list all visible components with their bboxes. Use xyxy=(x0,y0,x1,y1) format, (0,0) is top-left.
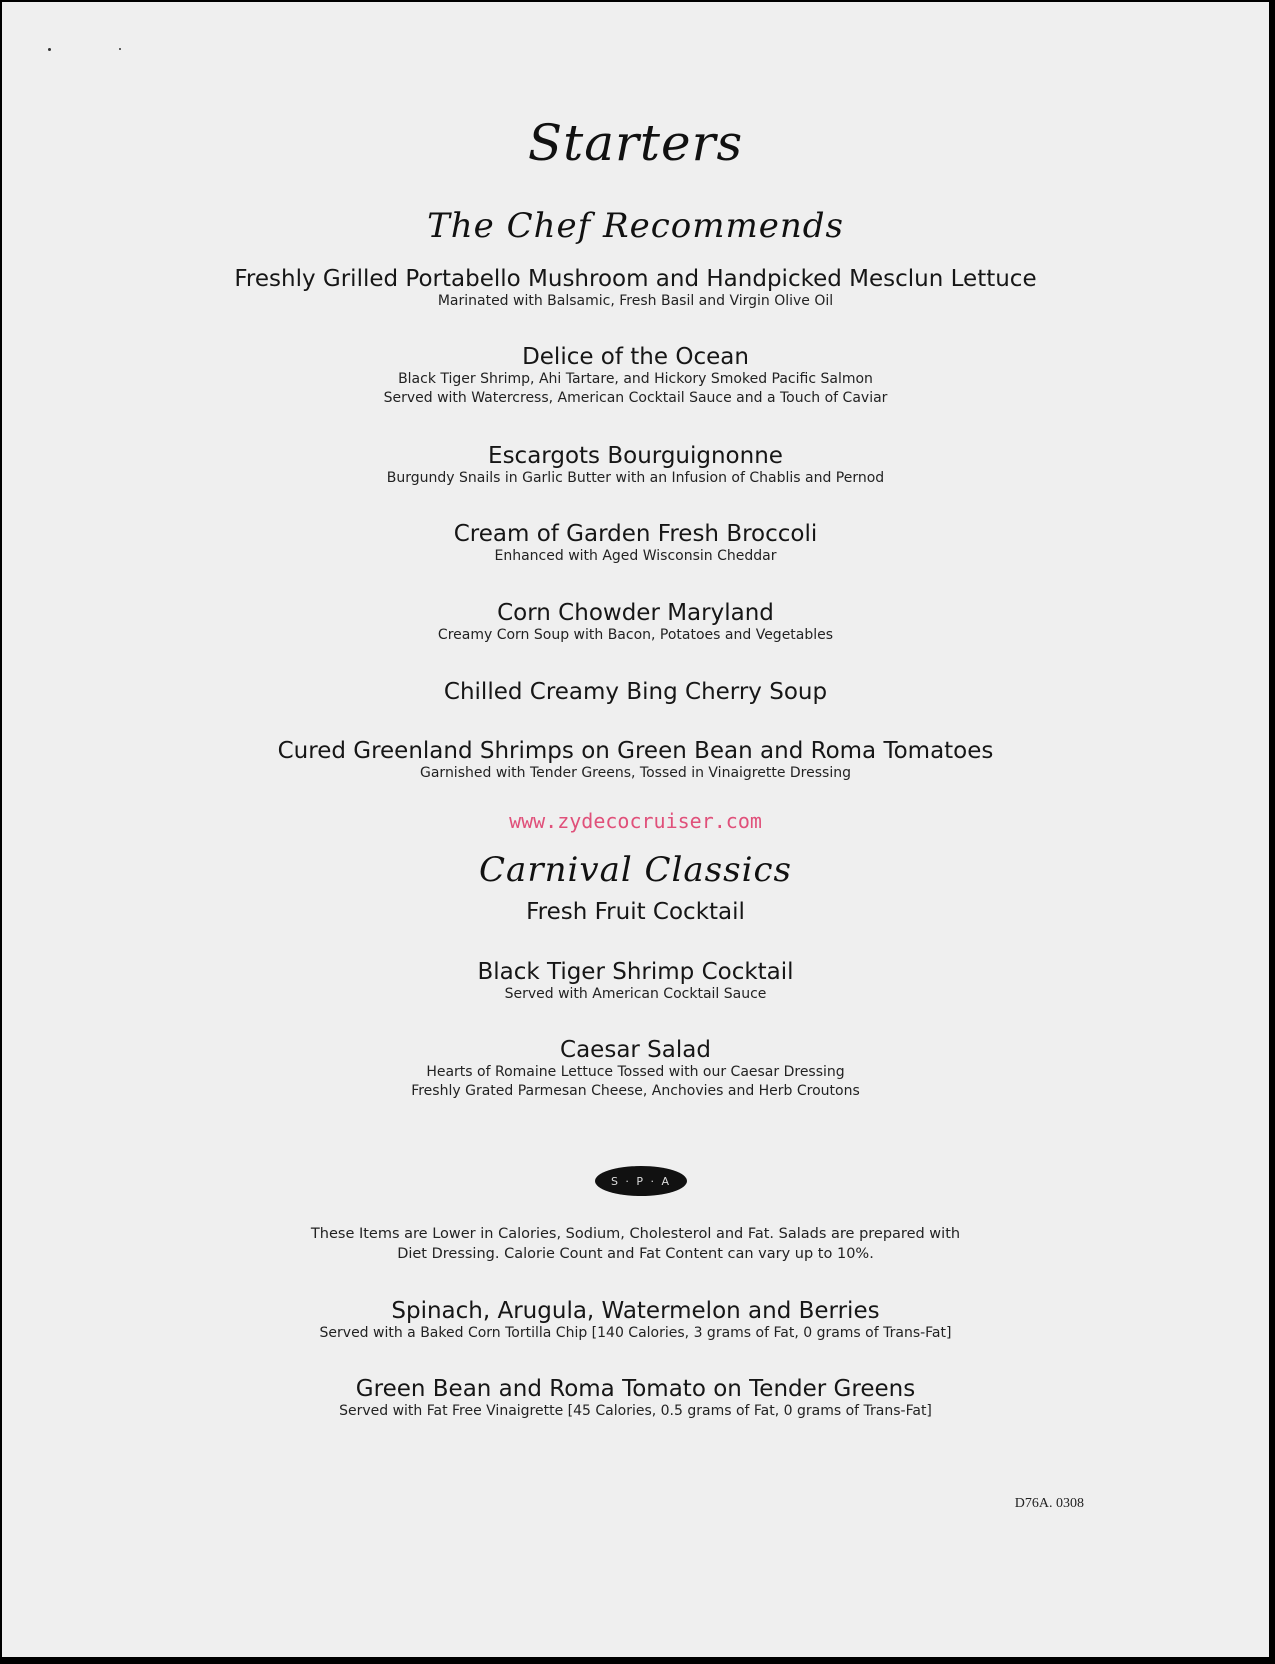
item-name: Delice of the Ocean xyxy=(522,344,749,370)
item-description: Enhanced with Aged Wisconsin Cheddar xyxy=(494,548,777,564)
menu-item xyxy=(2,1298,1269,1343)
scan-speck xyxy=(119,48,121,50)
spa-note xyxy=(2,1224,1269,1264)
item-description: Served with American Cocktail Sauce xyxy=(504,986,767,1002)
item-name: Caesar Salad xyxy=(560,1037,711,1063)
item-description: Marinated with Balsamic, Fresh Basil and Virgin Olive Oil xyxy=(437,293,834,309)
scan-speck xyxy=(48,48,51,51)
spa-note-line: Diet Dressing. Calorie Count and Fat Content can vary up to 10%. xyxy=(397,1246,874,1262)
spa-logo xyxy=(595,1166,687,1196)
item-description: Garnished with Tender Greens, Tossed in Vinaigrette Dressing xyxy=(420,765,851,781)
item-description: Served with a Baked Corn Tortilla Chip [140 Calories, 3 grams of Fat, 0 grams of Trans-Fat] xyxy=(319,1325,952,1341)
item-name: Freshly Grilled Portabello Mushroom and Handpicked Mesclun Lettuce xyxy=(234,266,1037,292)
menu-page xyxy=(2,2,1269,1657)
item-name: Escargots Bourguignonne xyxy=(488,443,783,469)
item-name: Chilled Creamy Bing Cherry Soup xyxy=(443,679,828,705)
item-name: Cream of Garden Fresh Broccoli xyxy=(453,521,818,547)
menu-item xyxy=(2,600,1269,645)
item-name: Spinach, Arugula, Watermelon and Berries xyxy=(391,1298,880,1324)
item-description: Black Tiger Shrimp, Ahi Tartare, and Hickory Smoked Pacific Salmon xyxy=(398,371,873,387)
menu-item xyxy=(2,521,1269,566)
spa-note-line: These Items are Lower in Calories, Sodium, Cholesterol and Fat. Salads are prepared with xyxy=(310,1226,961,1242)
item-description: Hearts of Romaine Lettuce Tossed with our Caesar Dressing xyxy=(426,1064,845,1080)
item-name: Black Tiger Shrimp Cocktail xyxy=(477,959,794,985)
item-description: Served with Watercress, American Cocktail Sauce and a Touch of Caviar xyxy=(383,390,888,406)
item-description: Creamy Corn Soup with Bacon, Potatoes and Vegetables xyxy=(437,627,834,643)
section-carnival-classics: Carnival Classics xyxy=(479,850,792,890)
menu-item xyxy=(2,679,1269,705)
menu-item xyxy=(2,899,1269,925)
menu-item xyxy=(2,738,1269,783)
menu-item xyxy=(2,959,1269,1004)
item-name: Corn Chowder Maryland xyxy=(497,600,774,626)
menu-item xyxy=(2,266,1269,311)
item-description: Served with Fat Free Vinaigrette [45 Calories, 0.5 grams of Fat, 0 grams of Trans-Fat] xyxy=(339,1403,932,1419)
page-title: Starters xyxy=(527,114,744,172)
menu-code: D76A. 0308 xyxy=(1014,1496,1084,1511)
menu-item xyxy=(2,443,1269,488)
item-description: Burgundy Snails in Garlic Butter with an Infusion of Chablis and Pernod xyxy=(386,470,885,486)
menu-item xyxy=(2,1037,1269,1101)
menu-item xyxy=(2,1376,1269,1421)
menu-item xyxy=(2,344,1269,408)
spa-logo-text: S · P · A xyxy=(610,1174,672,1188)
watermark: www.zydecocruiser.com xyxy=(509,809,762,833)
item-description: Freshly Grated Parmesan Cheese, Anchovies and Herb Croutons xyxy=(411,1083,860,1099)
item-name: Green Bean and Roma Tomato on Tender Greens xyxy=(355,1376,916,1402)
section-chef-recommends: The Chef Recommends xyxy=(427,206,844,246)
item-name: Fresh Fruit Cocktail xyxy=(526,899,745,925)
item-name: Cured Greenland Shrimps on Green Bean and Roma Tomatoes xyxy=(277,738,994,764)
